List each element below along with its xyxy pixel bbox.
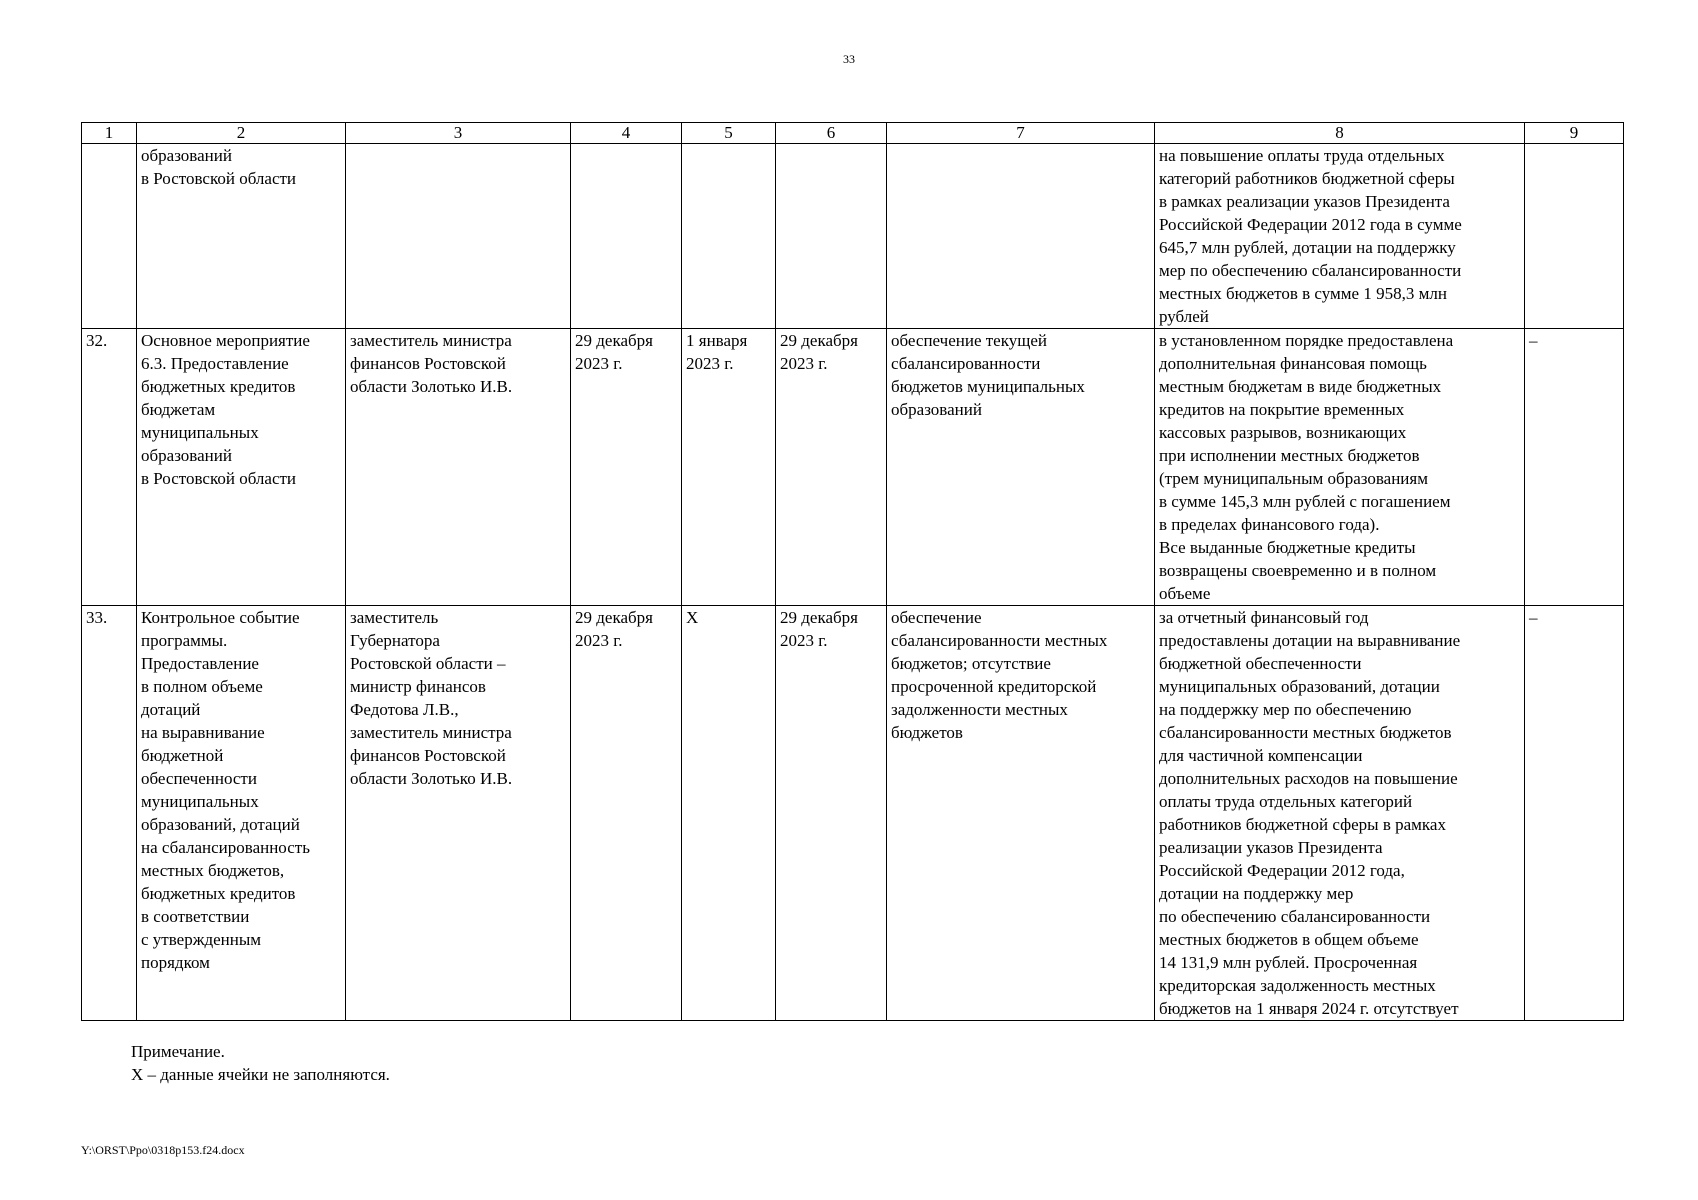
plan-date: 29 декабря 2023 г.: [571, 606, 682, 1021]
page-number: 33: [843, 52, 855, 66]
col-header-7: 7: [887, 123, 1155, 144]
row-number: 33.: [82, 606, 137, 1021]
activity-name: Основное мероприятие 6.3. Предоставление бюджетных кредитов бюджетам муниципальных образований в Ростовской области: [137, 329, 346, 606]
expected-result: обеспечение текущей сбалансированности бюджетов муниципальных образований: [887, 329, 1155, 606]
table-row: [82, 329, 1624, 606]
responsible-person: заместитель министра финансов Ростовской области Золотько И.В.: [346, 329, 571, 606]
end-date: 29 декабря 2023 г.: [776, 606, 887, 1021]
actual-result: на повышение оплаты труда отдельных категорий работников бюджетной сферы в рамках реализации указов Президента Российской Федерации 2012 года в сумме 645,7 млн рублей, дотации на поддержку мер по обеспечению сбалансированности местных бюджетов в сумме 1 958,3 млн рублей: [1155, 144, 1525, 329]
start-date: 1 января 2023 г.: [682, 329, 776, 606]
row-number: 32.: [82, 329, 137, 606]
plan-date: [571, 144, 682, 329]
note-text: Х – данные ячейки не заполняются.: [131, 1065, 390, 1084]
plan-date: 29 декабря 2023 г.: [571, 329, 682, 606]
note-block: [131, 1040, 390, 1086]
activity-name: образований в Ростовской области: [137, 144, 346, 329]
col-header-1: 1: [82, 123, 137, 144]
responsible-person: [346, 144, 571, 329]
responsible-person: заместитель Губернатора Ростовской области – министр финансов Федотова Л.В., заместитель министра финансов Ростовской области Золотько И.В.: [346, 606, 571, 1021]
activity-name: Контрольное событие программы. Предоставление в полном объеме дотаций на выравнивание бюджетной обеспеченности муниципальных образований, дотаций на сбалансированность местных бюджетов, бюджетных кредитов в соответствии с утвержденным порядком: [137, 606, 346, 1021]
expected-result: обеспечение сбалансированности местных бюджетов; отсутствие просроченной кредиторской задолженности местных бюджетов: [887, 606, 1155, 1021]
actual-result: в установленном порядке предоставлена дополнительная финансовая помощь местным бюджетам в виде бюджетных кредитов на покрытие временных кассовых разрывов, возникающих при исполнении местных бюджетов (трем муниципальным образованиям в сумме 145,3 млн рублей с погашением в пределах финансового года). Все выданные бюджетные кредиты возвращены своевременно и в полном объеме: [1155, 329, 1525, 606]
note-title: Примечание.: [131, 1042, 225, 1061]
notes-cell: [1525, 144, 1624, 329]
end-date: [776, 144, 887, 329]
plan-table: [81, 122, 1624, 1021]
table-header-row: [82, 123, 1624, 144]
expected-result: [887, 144, 1155, 329]
col-header-8: 8: [1155, 123, 1525, 144]
start-date: Х: [682, 606, 776, 1021]
end-date: 29 декабря 2023 г.: [776, 329, 887, 606]
actual-result: за отчетный финансовый год предоставлены дотации на выравнивание бюджетной обеспеченности муниципальных образований, дотации на поддержку мер по обеспечению сбалансированности местных бюджетов для частичной компенсации дополнительных расходов на повышение оплаты труда отдельных категорий работников бюджетной сферы в рамках реализации указов Президента Российской Федерации 2012 года, дотации на поддержку мер по обеспечению сбалансированности местных бюджетов в общем объеме 14 131,9 млн рублей. Просроченная кредиторская задолженность местных бюджетов на 1 января 2024 г. отсутствует: [1155, 606, 1525, 1021]
notes-cell: –: [1525, 606, 1624, 1021]
col-header-9: 9: [1525, 123, 1624, 144]
col-header-4: 4: [571, 123, 682, 144]
row-number: [82, 144, 137, 329]
table-row: [82, 144, 1624, 329]
start-date: [682, 144, 776, 329]
col-header-2: 2: [137, 123, 346, 144]
col-header-6: 6: [776, 123, 887, 144]
table-row: [82, 606, 1624, 1021]
col-header-3: 3: [346, 123, 571, 144]
notes-cell: –: [1525, 329, 1624, 606]
file-path: Y:\ORST\Ppo\0318p153.f24.docx: [81, 1143, 245, 1157]
col-header-5: 5: [682, 123, 776, 144]
